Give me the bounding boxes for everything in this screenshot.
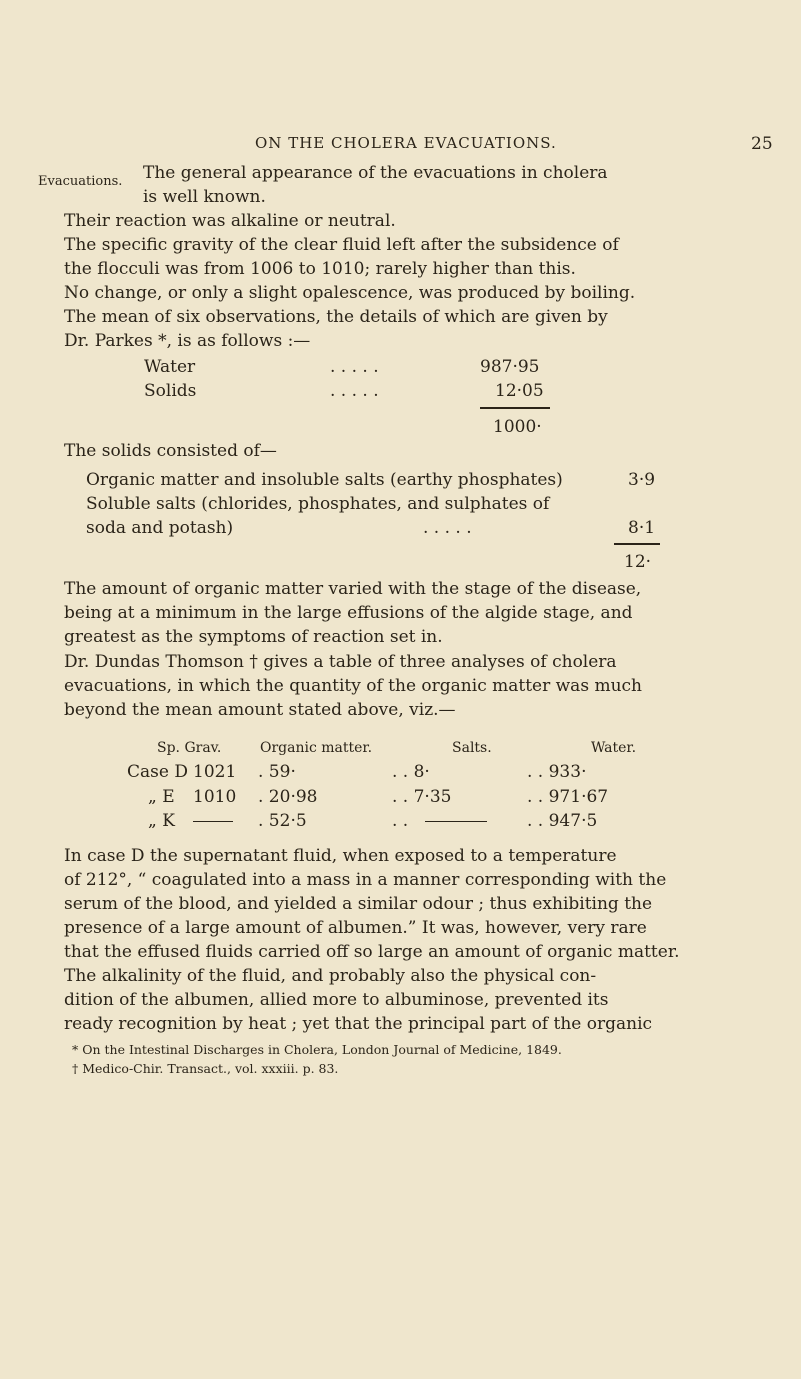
solids-row-2-label: Soluble salts (chlorides, phosphates, and sulphates of [86,494,550,514]
paragraph-line: Dr. Parkes *, is as follows :— [64,331,311,351]
margin-note: Evacuations. [38,174,123,189]
analysis-header-water: Water. [591,740,637,756]
solids-row-2-label-cont: soda and potash) [86,518,234,538]
analysis-organic: . 59· [258,762,296,782]
blank-dash [425,821,487,822]
paragraph-line: Dr. Dundas Thomson † gives a table of three analyses of cholera [64,652,617,672]
solids-row-2-value: 8·1 [628,518,656,538]
page-number: 25 [751,134,773,154]
footnote: † Medico-Chir. Transact., vol. xxxiii. p. 83. [72,1061,339,1076]
analysis-case-label: Case D [127,762,188,782]
paragraph-line: ready recognition by heat ; yet that the principal part of the organic [64,1014,653,1034]
sum-rule [480,407,550,409]
solids-row-1-value: 3·9 [628,470,656,490]
analysis-header-salts: Salts. [452,740,492,756]
mean-table-label-solids: Solids [144,381,197,401]
solids-row-1-label: Organic matter and insoluble salts (earthy phosphates) [86,470,563,490]
paragraph-line: beyond the mean amount stated above, viz.— [64,700,456,720]
analysis-salts: . . [392,811,409,831]
analysis-case-label: „ K [148,811,175,831]
paragraph-line: of 212°, “ coagulated into a mass in a manner corresponding with the [64,870,667,890]
sum-rule [614,543,660,545]
solids-intro: The solids consisted of— [64,441,277,461]
paragraph-line: The specific gravity of the clear fluid left after the subsidence of [64,235,619,255]
footnote: * On the Intestinal Discharges in Cholera, London Journal of Medicine, 1849. [72,1042,562,1057]
mean-table-value-solids: 12·05 [495,381,544,401]
paragraph-line: the flocculi was from 1006 to 1010; rarely higher than this. [64,259,576,279]
mean-table-label-water: Water [144,357,196,377]
paragraph-line: presence of a large amount of albumen.” It was, however, very rare [64,918,647,938]
analysis-organic: . 20·98 [258,787,318,807]
paragraph-line: The mean of six observations, the details of which are given by [64,307,608,327]
mean-table-dots: . . . . . [330,357,379,377]
intro-line-1: The general appearance of the evacuations in cholera [143,163,608,183]
analysis-water: . . 971·67 [527,787,609,807]
mean-table-total: 1000· [493,417,542,437]
analysis-salts: . . 7·35 [392,787,452,807]
analysis-header-sp-grav: Sp. Grav. [157,740,222,756]
paragraph-line: dition of the albumen, allied more to albuminose, prevented its [64,990,609,1010]
paragraph-line: evacuations, in which the quantity of the organic matter was much [64,676,642,696]
analysis-organic: . 52·5 [258,811,307,831]
running-head-title: ON THE CHOLERA EVACUATIONS. [255,134,557,152]
analysis-sp-grav: 1010 [193,787,237,807]
solids-row-2-dots: . . . . . [423,518,472,538]
paragraph-line: No change, or only a slight opalescence, was produced by boiling. [64,283,636,303]
analysis-case-label: „ E [148,787,175,807]
intro-line-2: is well known. [143,187,266,207]
analysis-sp-grav-blank [193,811,233,831]
paragraph-line: The amount of organic matter varied with the stage of the disease, [64,579,642,599]
paragraph-line: greatest as the symptoms of reaction set in. [64,627,443,647]
analysis-water: . . 933· [527,762,587,782]
paragraph-line: serum of the blood, and yielded a similar odour ; thus exhibiting the [64,894,653,914]
analysis-salts: . . 8· [392,762,430,782]
paragraph-line: being at a minimum in the large effusions of the algide stage, and [64,603,633,623]
analysis-salts-blank [425,811,487,831]
mean-table-dots: . . . . . [330,381,379,401]
analysis-sp-grav: 1021 [193,762,237,782]
blank-dash [193,821,233,822]
solids-total: 12· [624,552,652,572]
paragraph-line: Their reaction was alkaline or neutral. [64,211,396,231]
paragraph-line: In case D the supernatant fluid, when exposed to a temperature [64,846,617,866]
analysis-water: . . 947·5 [527,811,598,831]
paragraph-line: that the effused fluids carried off so large an amount of organic matter. [64,942,680,962]
mean-table-value-water: 987·95 [480,357,540,377]
analysis-header-organic: Organic matter. [260,740,373,756]
paragraph-line: The alkalinity of the fluid, and probably also the physical con- [64,966,597,986]
